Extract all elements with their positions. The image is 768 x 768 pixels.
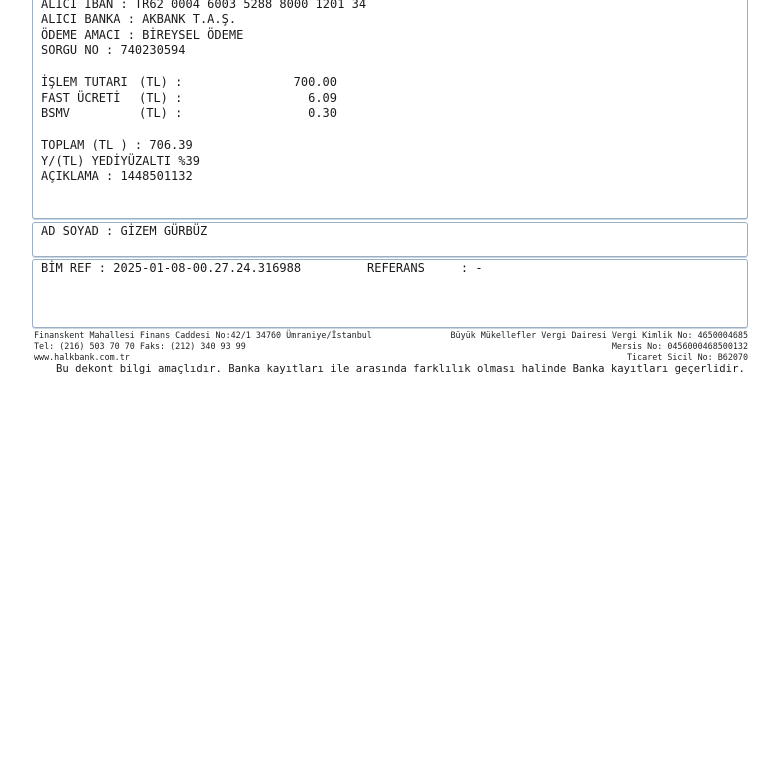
bim-reference: BİM REF : 2025-01-08-00.27.24.316988 <box>41 261 302 275</box>
amount-currency-transaction: (TL) : <box>139 75 183 89</box>
footer-website: www.halkbank.com.tr <box>34 352 130 362</box>
receiver-iban: ALICI IBAN : TR62 0004 6003 5288 8000 1201 34 <box>41 0 367 11</box>
reference-box <box>32 259 748 328</box>
amount-value-bsmv: 0.30 <box>308 106 337 120</box>
disclaimer-text: Bu dekont bilgi amaçlıdır. Banka kayıtları ile arasında farklılık olması halinde Banka kayıtları geçerlidir. <box>56 363 745 375</box>
amount-value-fast-fee: 6.09 <box>308 91 337 105</box>
payment-purpose: ÖDEME AMACI : BİREYSEL ÖDEME <box>41 28 244 42</box>
customer-name: AD SOYAD : GİZEM GÜRBÜZ <box>41 224 208 238</box>
description: AÇIKLAMA : 1448501132 <box>41 169 193 183</box>
footer-trade-registry: Ticaret Sicil No: B62070 <box>626 352 748 362</box>
customer-name-box <box>32 222 748 257</box>
amount-currency-fast-fee: (TL) : <box>139 91 183 105</box>
receiver-bank: ALICI BANKA : AKBANK T.A.Ş. <box>41 12 237 26</box>
reference-field: REFERANS : - <box>367 261 483 275</box>
amount-label-fast-fee: FAST ÜCRETİ <box>41 91 121 105</box>
total-amount: TOPLAM (TL ) : 706.39 <box>41 138 193 152</box>
amount-value-transaction: 700.00 <box>293 75 337 89</box>
footer-tax-id: Büyük Mükellefler Vergi Dairesi Vergi Kimlik No: 4650004685 <box>450 330 748 340</box>
amount-label-bsmv: BSMV <box>41 106 70 120</box>
amount-in-words: Y/(TL) YEDİYÜZALTI %39 <box>41 154 200 168</box>
query-number: SORGU NO : 740230594 <box>41 43 186 57</box>
footer-mersis: Mersis No: 0456000468500132 <box>611 341 748 351</box>
amount-currency-bsmv: (TL) : <box>139 106 183 120</box>
amount-label-transaction: İŞLEM TUTARI <box>41 75 128 89</box>
receipt-details-box <box>32 0 748 219</box>
footer-phone: Tel: (216) 503 70 70 Faks: (212) 340 93 99 <box>34 341 246 351</box>
footer-address: Finanskent Mahallesi Finans Caddesi No:42/1 34760 Ümraniye/İstanbul <box>34 330 372 340</box>
